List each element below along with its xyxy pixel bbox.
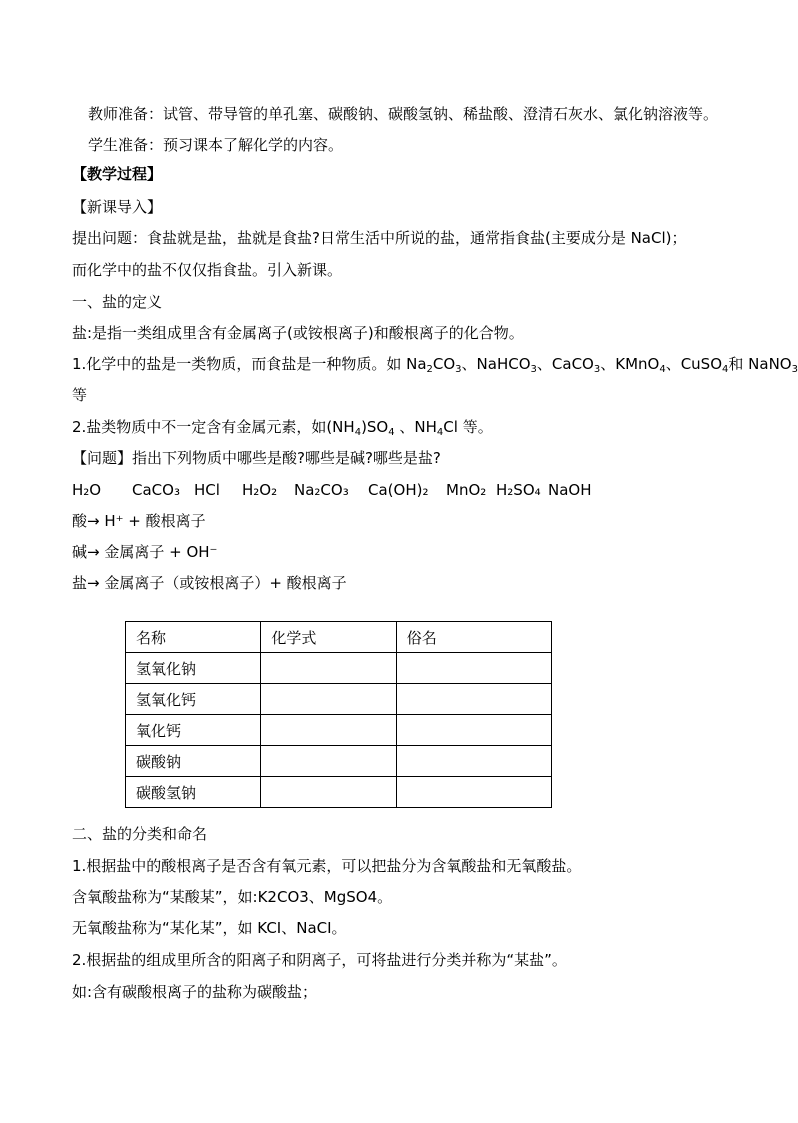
table-cell-formula (261, 684, 396, 715)
table-row (126, 653, 552, 684)
oxyacid-salt-naming: 含氧酸盐称为“某酸某”，如:K2CO3、MgSO4。 (72, 888, 393, 906)
point-1 (72, 354, 798, 375)
table-header-cell: 化学式 (261, 622, 396, 653)
formula-h2o: H₂O (72, 481, 102, 499)
table-cell-common-name (396, 715, 551, 746)
salt-scheme: 盐→ 金属离子（或铵根离子）+ 酸根离子 (72, 574, 347, 592)
formula-caco3: CaCO₃ (132, 481, 180, 499)
table-row (126, 777, 552, 808)
classification-example: 如:含有碳酸根离子的盐称为碳酸盐； (72, 983, 318, 1001)
table-cell-formula (261, 777, 396, 808)
substance-table (125, 621, 552, 808)
non-oxyacid-salt-naming: 无氧酸盐称为“某化某”，如 KCI、NaCI。 (72, 919, 347, 937)
formula-h2o2: H₂O₂ (242, 481, 278, 499)
table-header-row (126, 622, 552, 653)
formula-h2so4: H₂SO₄ (496, 481, 541, 499)
formula-hcl: HCl (194, 481, 220, 499)
formula-list-1: $Na_2CO_3$、NaHCO$_3$、CaCO$_3$、KMnO$_4$、CuSO$_4$和 NaNO$_3$ (406, 355, 798, 375)
formula-list-2: $(NH_4)SO_4$ 、$NH_4Cl$ (326, 418, 463, 438)
table-row (126, 715, 552, 746)
classification-point-1: 1.根据盐中的酸根离子是否含有氧元素，可以把盐分为含氧酸盐和无氧酸盐。 (72, 857, 582, 875)
table-cell-name: 碳酸氢钠 (126, 777, 261, 808)
formula-na2co3: Na₂CO₃ (294, 481, 349, 499)
table-cell-formula (261, 746, 396, 777)
table-cell-formula (261, 653, 396, 684)
table-cell-name: 氢氧化钠 (126, 653, 261, 684)
table-cell-formula (261, 715, 396, 746)
base-scheme: 碱→ 金属离子 + OH⁻ (72, 543, 218, 561)
point-2 (72, 417, 734, 437)
point-2-suffix: 等。 (462, 418, 493, 436)
table-row (126, 746, 552, 777)
formula-naoh: NaOH (548, 481, 592, 499)
table-header-cell: 俗名 (396, 622, 551, 653)
point-1-text: 1.化学中的盐是一类物质，而食盐是一种物质。如 (72, 355, 407, 373)
table-cell-common-name (396, 684, 551, 715)
student-prep: 学生准备：预习课本了解化学的内容。 (88, 136, 344, 154)
point-2-text: 2.盐类物质中不一定含有金属元素，如 (72, 418, 327, 436)
formula-caoh2: Ca(OH)₂ (368, 481, 429, 499)
point-1-wrap: 等 (72, 386, 88, 404)
table-cell-name: 碳酸钠 (126, 746, 261, 777)
table-cell-common-name (396, 746, 551, 777)
intro-paragraph-line1: 提出问题：食盐就是盐，盐就是食盐?日常生活中所说的盐，通常指食盐(主要成分是 NaCl)； (72, 229, 687, 247)
acid-scheme: 酸→ H⁺ + 酸根离子 (72, 512, 206, 530)
table-cell-name: 氢氧化钙 (126, 684, 261, 715)
table-cell-common-name (396, 653, 551, 684)
table-cell-name: 氧化钙 (126, 715, 261, 746)
teacher-prep: 教师准备：试管、带导管的单孔塞、碳酸钠、碳酸氢钠、稀盐酸、澄清石灰水、氯化钠溶液等。 (88, 105, 719, 123)
salt-definition-text: 盐:是指一类组成里含有金属离子(或铵根离子)和酸根离子的化合物。 (72, 324, 524, 342)
classification-point-2: 2.根据盐的组成里所含的阳离子和阴离子，可将盐进行分类并称为“某盐”。 (72, 951, 567, 969)
heading-salt-definition: 一、盐的定义 (72, 293, 163, 311)
table-row (126, 684, 552, 715)
table-header-cell: 名称 (126, 622, 261, 653)
table-cell-common-name (396, 777, 551, 808)
section-new-lesson-intro: 【新课导入】 (72, 198, 163, 216)
section-teaching-process: 【教学过程】 (72, 165, 163, 183)
formula-mno2: MnO₂ (446, 481, 487, 499)
heading-salt-classification: 二、盐的分类和命名 (72, 825, 208, 843)
question-line: 【问题】指出下列物质中哪些是酸?哪些是碱?哪些是盐? (72, 449, 441, 467)
intro-paragraph-line2: 而化学中的盐不仅仅指食盐。引入新课。 (72, 261, 343, 279)
